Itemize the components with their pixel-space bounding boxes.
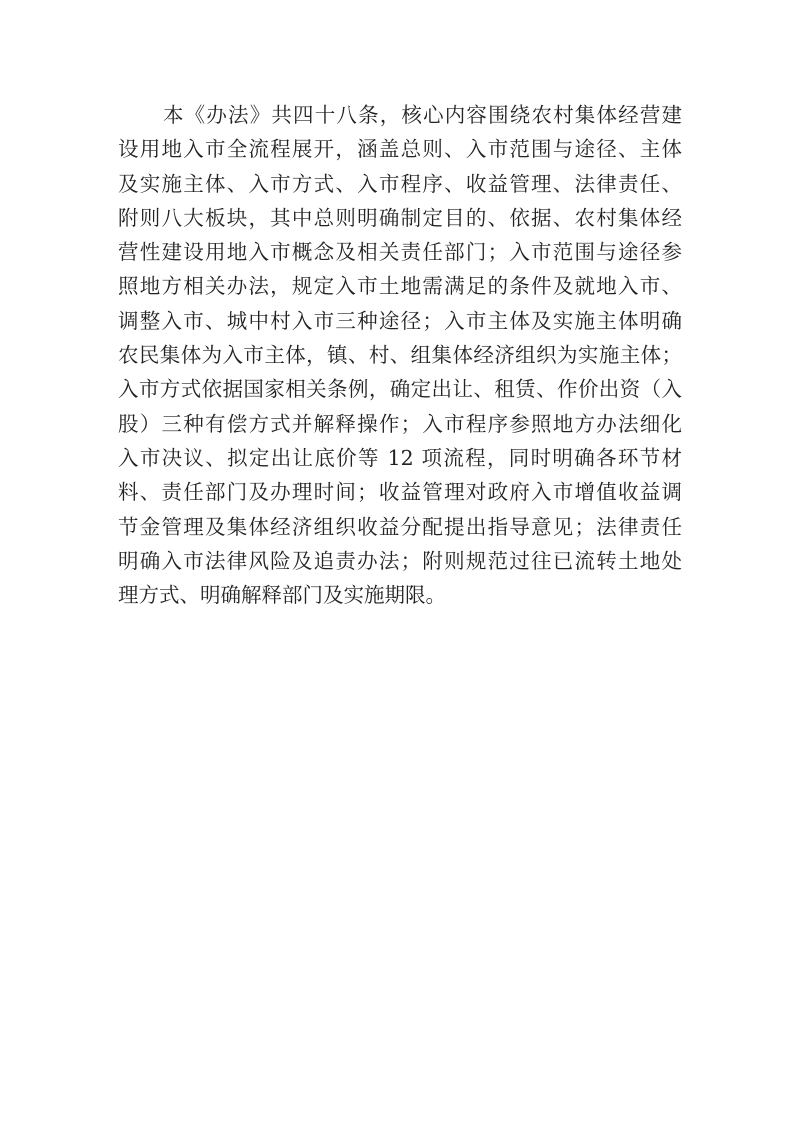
body-paragraph: [118, 98, 682, 612]
paragraph-line: 股）三种有偿方式并解释操作；入市程序参照地方办法细化: [118, 411, 682, 436]
paragraph-line: 入市决议、拟定出让底价等 12 项流程，同时明确各环节材: [118, 445, 682, 470]
paragraph-line: 及实施主体、入市方式、入市程序、收益管理、法律责任、: [118, 171, 682, 196]
paragraph-line: 理方式、明确解释部门及实施期限。: [118, 583, 446, 608]
paragraph-line: 节金管理及集体经济组织收益分配提出指导意见；法律责任: [118, 514, 682, 539]
paragraph-line: 营性建设用地入市概念及相关责任部门；入市范围与途径参: [118, 240, 682, 265]
paragraph-line: 入市方式依据国家相关条例，确定出让、租赁、作价出资（入: [118, 377, 682, 402]
paragraph-line: 附则八大板块，其中总则明确制定目的、依据、农村集体经: [118, 205, 682, 230]
paragraph-line: 本《办法》共四十八条，核心内容围绕农村集体经营建: [163, 103, 682, 127]
paragraph-line: 农民集体为入市主体，镇、村、组集体经济组织为实施主体；: [118, 343, 682, 368]
paragraph-line: 照地方相关办法，规定入市土地需满足的条件及就地入市、: [118, 274, 682, 299]
paragraph-line: 料、责任部门及办理时间；收益管理对政府入市增值收益调: [118, 480, 682, 505]
paragraph-line: 设用地入市全流程展开，涵盖总则、入市范围与途径、主体: [118, 137, 682, 162]
paragraph-line: 明确入市法律风险及追责办法；附则规范过往已流转土地处: [118, 548, 682, 573]
paragraph-line: 调整入市、城中村入市三种途径；入市主体及实施主体明确: [118, 308, 682, 333]
